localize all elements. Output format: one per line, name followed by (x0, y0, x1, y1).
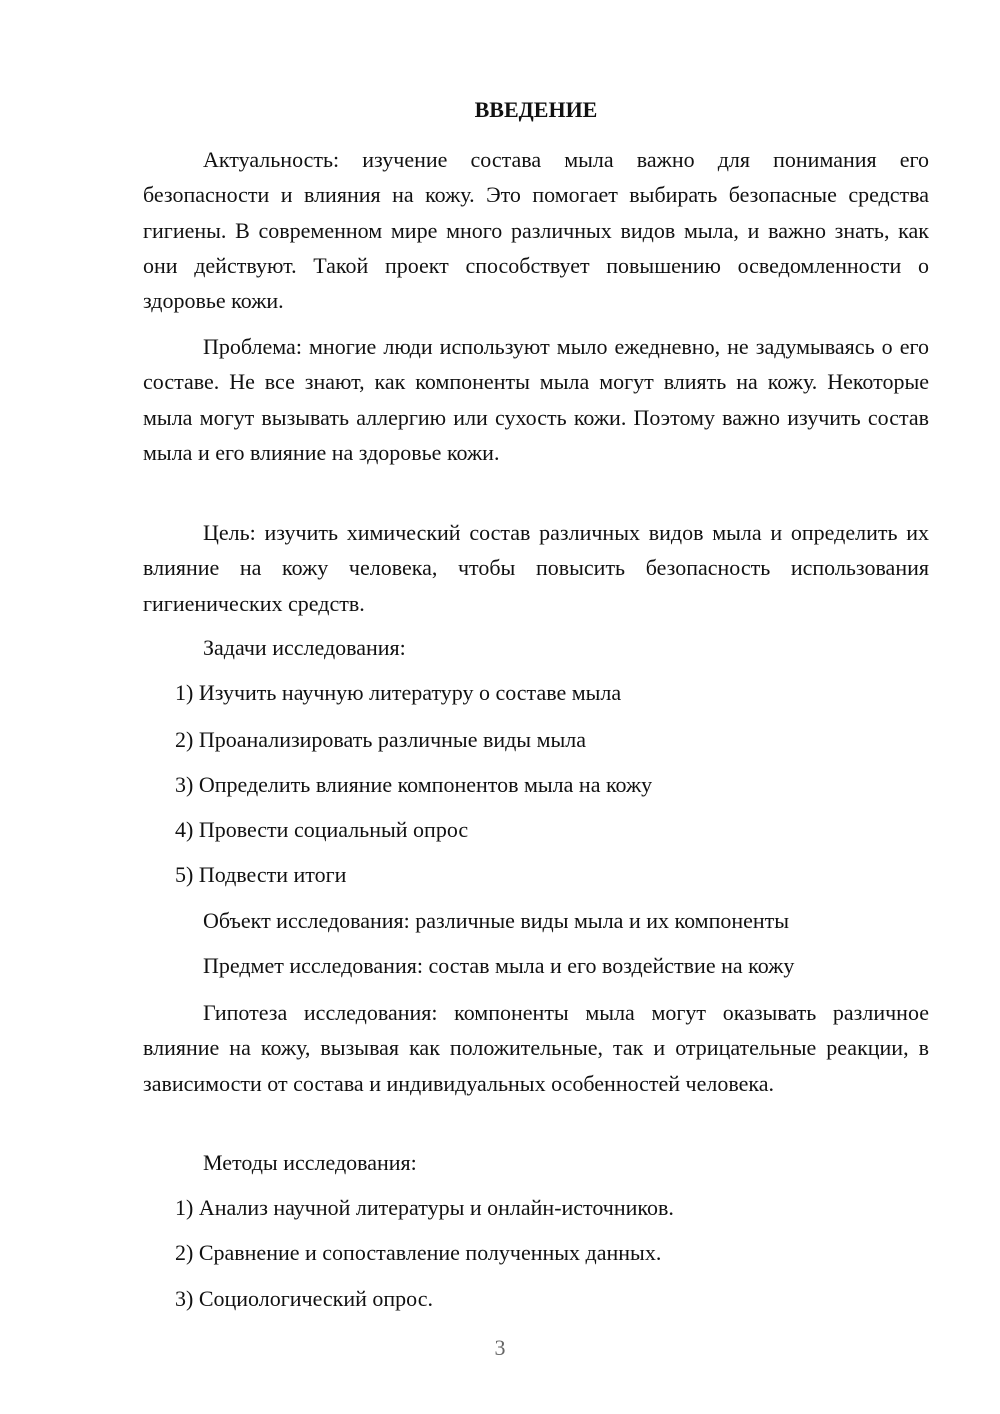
page-title: ВВЕДЕНИЕ (474, 97, 598, 122)
task-item: 2) Проанализировать различные виды мыла (175, 727, 587, 752)
subject-line: Предмет исследования: состав мыла и его воздействие на кожу (203, 953, 795, 978)
goal-paragraph: Цель: изучить химический состав различных видов мыла и определить их влияние на кожу человека, чтобы повысить безопасность использования гигиенических средств. (143, 520, 929, 616)
object-line: Объект исследования: различные виды мыла и их компоненты (203, 908, 790, 933)
task-item: 3) Определить влияние компонентов мыла на кожу (175, 772, 653, 797)
relevance-paragraph: Актуальность: изучение состава мыла важно для понимания его безопасности и влияния на кожу. Это помогает выбирать безопасные средства гигиены. В современном мире много различных видов мыла, и важно знать, как они действуют. Такой проект способствует повышению осведомленности о здоровье кожи. (143, 147, 929, 314)
task-item: 1) Изучить научную литературу о составе мыла (175, 680, 622, 705)
task-item: 4) Провести социальный опрос (175, 817, 469, 842)
task-item: 5) Подвести итоги (175, 862, 347, 887)
method-item: 2) Сравнение и сопоставление полученных данных. (175, 1240, 662, 1265)
methods-title: Методы исследования: (203, 1150, 417, 1175)
hypothesis-paragraph: Гипотеза исследования: компоненты мыла могут оказывать различное влияние на кожу, вызывая как положительные, так и отрицательные реакции, в зависимости от состава и индивидуальных особенностей человека. (143, 1000, 929, 1096)
method-item: 1) Анализ научной литературы и онлайн-источников. (175, 1195, 674, 1220)
page-number: 3 (494, 1335, 506, 1360)
method-item: 3) Социологический опрос. (175, 1286, 433, 1311)
tasks-title: Задачи исследования: (203, 635, 406, 660)
problem-paragraph: Проблема: многие люди используют мыло ежедневно, не задумываясь о его составе. Не все знают, как компоненты мыла могут влиять на кожу. Некоторые мыла могут вызывать аллергию или сухость кожи. Поэтому важно изучить состав мыла и его влияние на здоровье кожи. (143, 334, 929, 465)
